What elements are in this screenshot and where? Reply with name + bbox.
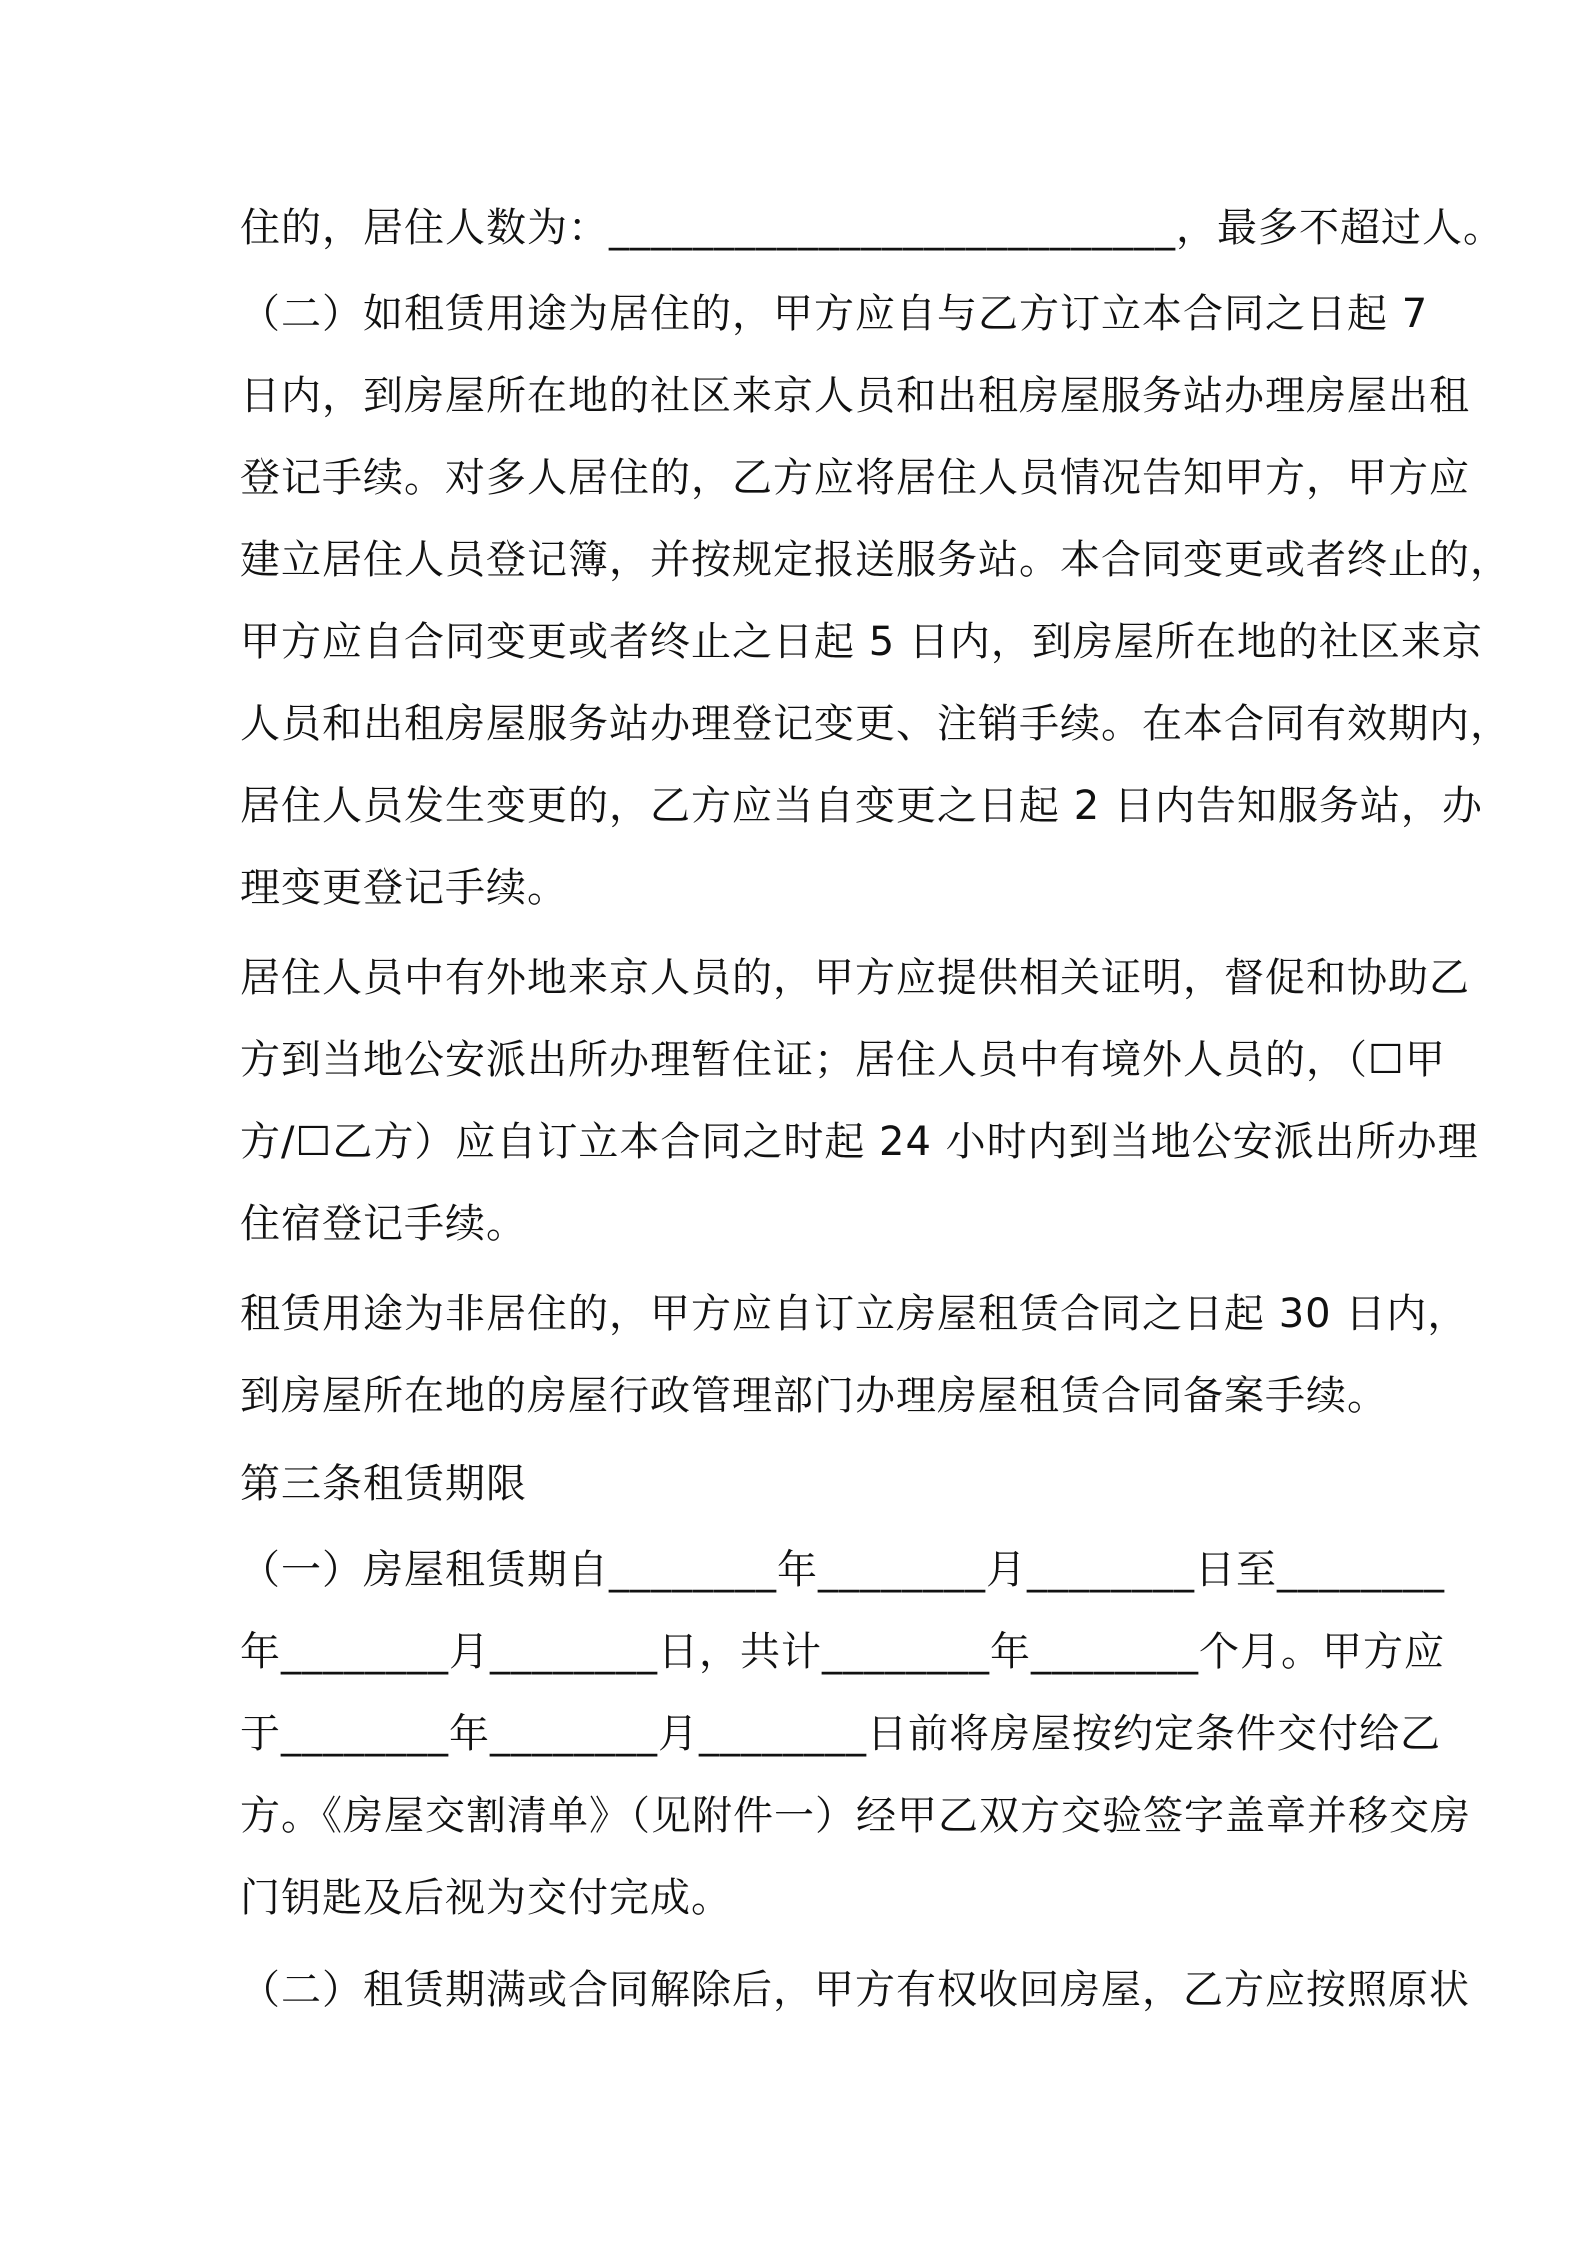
text-line: 人员和出租房屋服务站办理登记变更、注销手续。在本合同有效期内，: [240, 701, 1511, 747]
text-line: （一）房屋租赁期自________年________月________日至________: [240, 1547, 1445, 1593]
text-line: 居住人员中有外地来京人员的，甲方应提供相关证明，督促和协助乙: [240, 955, 1470, 1001]
text-line: 于________年________月________日前将房屋按约定条件交付给乙: [240, 1711, 1441, 1757]
section-heading: 第三条租赁期限: [240, 1461, 527, 1507]
text-line: 门钥匙及后视为交付完成。: [240, 1875, 732, 1921]
text-line: 建立居住人员登记簿，并按规定报送服务站。本合同变更或者终止的，: [240, 537, 1511, 583]
text-line: 日内，到房屋所在地的社区来京人员和出租房屋服务站办理房屋出租: [240, 373, 1470, 419]
text-line: 住的，居住人数为：___________________________，最多不超过人。: [240, 205, 1504, 251]
text-line: （二）租赁期满或合同解除后，甲方有权收回房屋，乙方应按照原状: [240, 1967, 1470, 2013]
text-line: 甲方应自合同变更或者终止之日起 5 日内，到房屋所在地的社区来京: [240, 619, 1483, 665]
text-line: 居住人员发生变更的，乙方应当自变更之日起 2 日内告知服务站，办: [240, 783, 1483, 829]
text-line: 租赁用途为非居住的，甲方应自订立房屋租赁合同之日起 30 日内，: [240, 1291, 1469, 1337]
text-line: 方。《房屋交割清单》（见附件一）经甲乙双方交验签字盖章并移交房: [240, 1793, 1471, 1839]
text-line: 方到当地公安派出所办理暂住证；居住人员中有境外人员的，（☐甲: [240, 1037, 1446, 1083]
text-line: 理变更登记手续。: [240, 865, 568, 911]
text-line: （二）如租赁用途为居住的，甲方应自与乙方订立本合同之日起 7: [240, 291, 1429, 337]
text-line: 登记手续。对多人居住的，乙方应将居住人员情况告知甲方，甲方应: [240, 455, 1470, 501]
text-line: 住宿登记手续。: [240, 1201, 527, 1247]
text-line: 方/☐乙方）应自订立本合同之时起 24 小时内到当地公安派出所办理: [240, 1119, 1479, 1165]
text-line: 到房屋所在地的房屋行政管理部门办理房屋租赁合同备案手续。: [240, 1373, 1388, 1419]
text-line: 年________月________日，共计________年________个月。甲方应: [240, 1629, 1445, 1675]
